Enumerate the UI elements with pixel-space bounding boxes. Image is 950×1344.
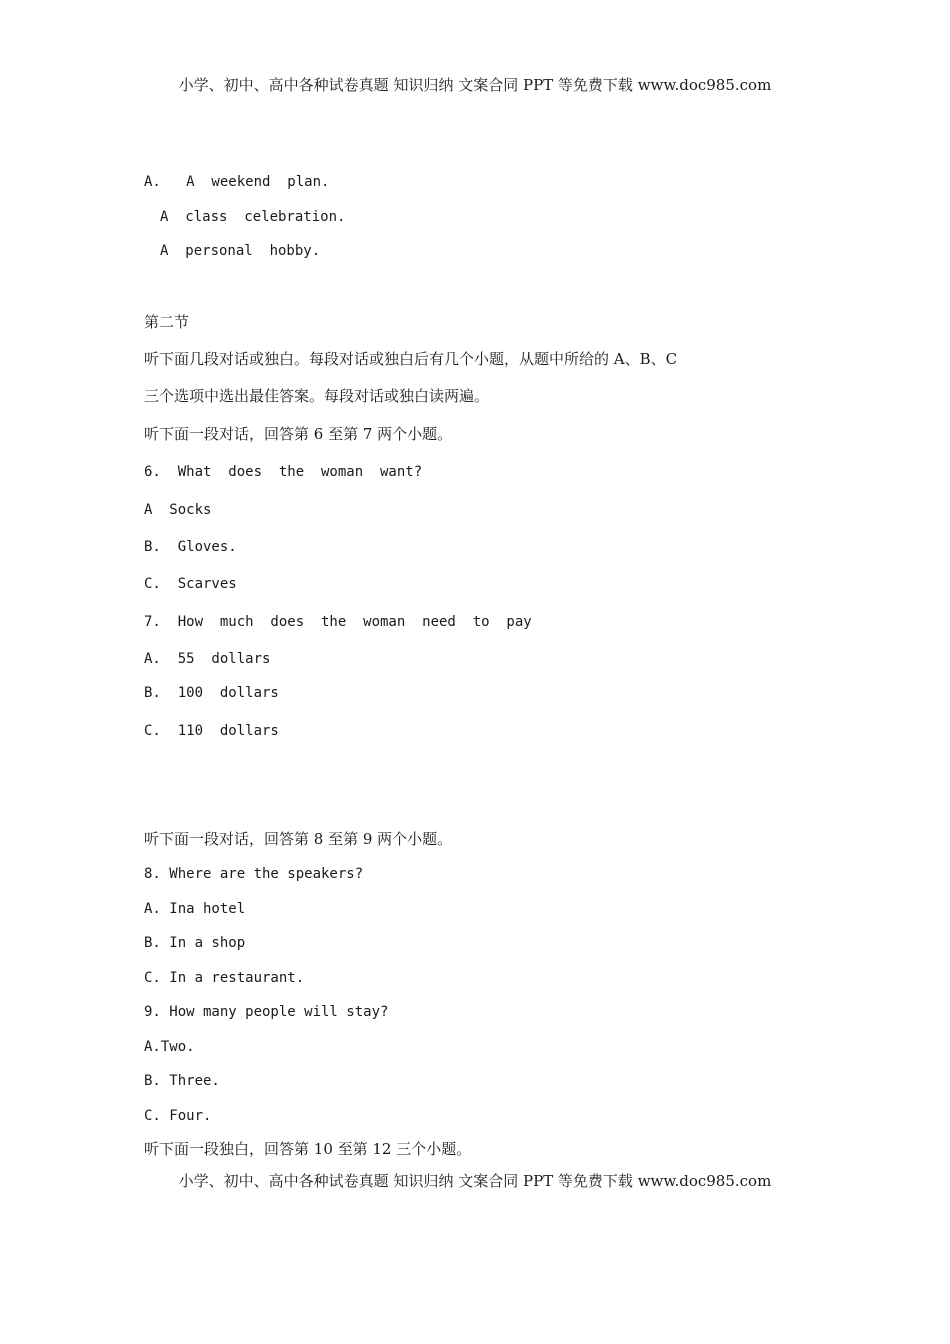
question-9: 9. How many people will stay? (144, 1004, 389, 1020)
page-footer: 小学、初中、高中各种试卷真题 知识归纳 文案合同 PPT 等免费下载 www.doc985.com (178, 1172, 772, 1190)
dialog-8-9-intro: 听下面一段对话，回答第 8 至第 9 两个小题。 (144, 830, 453, 848)
page-header: 小学、初中、高中各种试卷真题 知识归纳 文案合同 PPT 等免费下载 www.doc985.com (178, 76, 772, 94)
q7-option-a: A. 55 dollars (144, 651, 271, 667)
q9-option-a: A.Two. (144, 1039, 195, 1055)
q6-option-c: C. Scarves (144, 576, 237, 592)
question-6: 6. What does the woman want? (144, 464, 423, 480)
q5-option-a: A. A weekend plan. (144, 174, 330, 190)
q8-option-a: A. Ina hotel (144, 901, 246, 917)
q5-option-b: A class celebration. (160, 209, 346, 225)
dialog-6-7-intro: 听下面一段对话，回答第 6 至第 7 两个小题。 (144, 425, 453, 443)
q6-option-a: A Socks (144, 502, 212, 518)
q7-option-c: C. 110 dollars (144, 723, 279, 739)
question-8: 8. Where are the speakers? (144, 866, 364, 882)
monologue-10-12-intro: 听下面一段独白，回答第 10 至第 12 三个小题。 (144, 1140, 472, 1158)
section-instruction-line2: 三个选项中选出最佳答案。每段对话或独白读两遍。 (144, 387, 490, 405)
question-7: 7. How much does the woman need to pay (144, 614, 532, 630)
section-title: 第二节 (144, 313, 190, 331)
q5-option-c: A personal hobby. (160, 243, 321, 259)
q6-option-b: B. Gloves. (144, 539, 237, 555)
q9-option-b: B. Three. (144, 1073, 220, 1089)
q9-option-c: C. Four. (144, 1108, 212, 1124)
q7-option-b: B. 100 dollars (144, 685, 279, 701)
section-instruction-line1: 听下面几段对话或独白。每段对话或独白后有几个小题，从题中所给的 A、B、C (144, 350, 678, 368)
q8-option-b: B. In a shop (144, 935, 246, 951)
q8-option-c: C. In a restaurant. (144, 970, 305, 986)
